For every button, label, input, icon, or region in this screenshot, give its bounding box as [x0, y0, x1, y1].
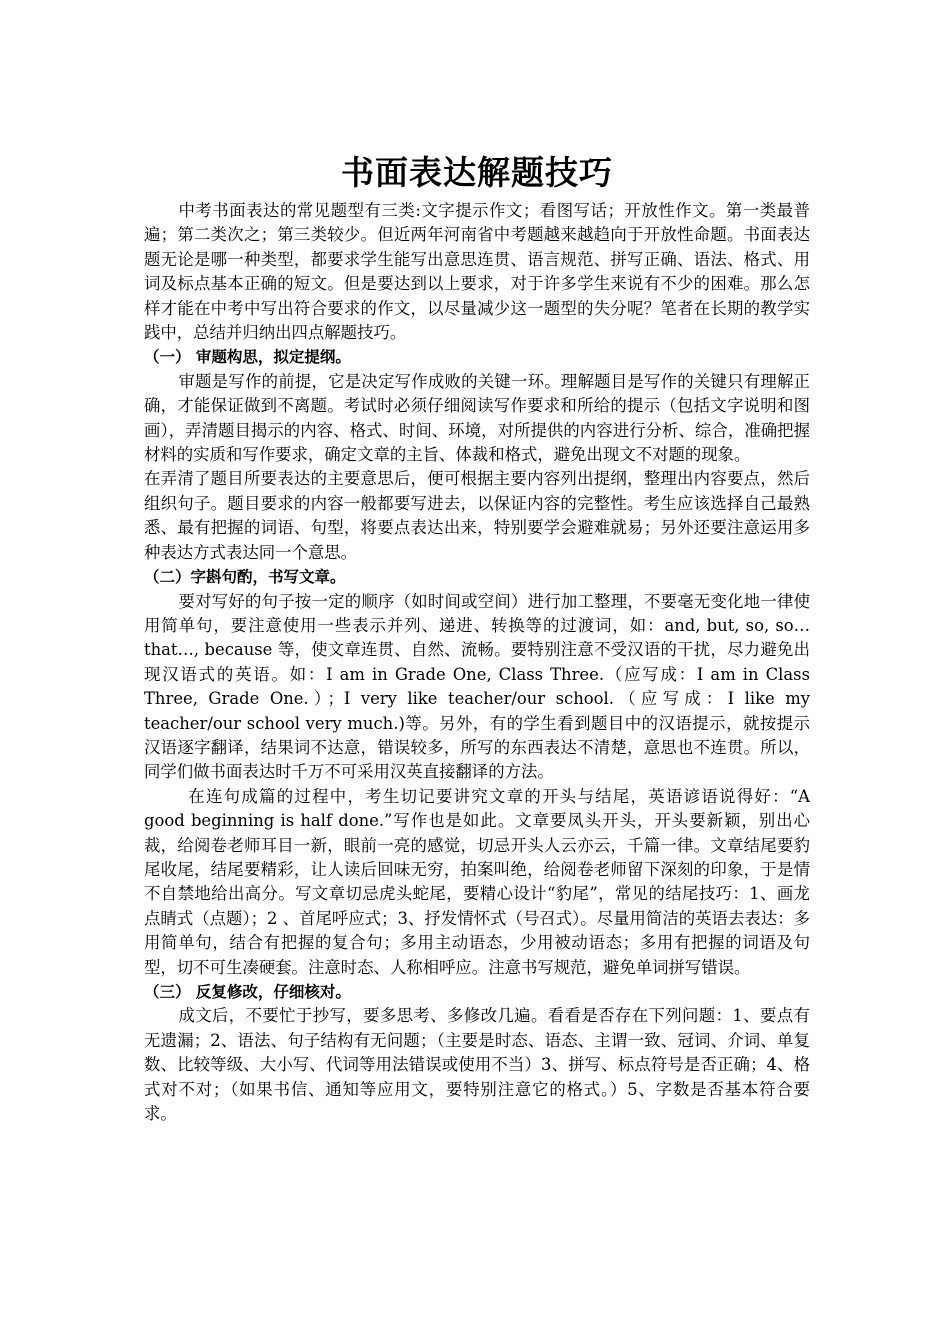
section-3-paragraph-1: 成文后，不要忙于抄写，要多思考、多修改几遍。看看是否存在下列问题：1、要点有无遗漏；2、语法、句子结构有无问题；（主要是时态、语态、主谓一致、冠词、介词、单复数、比较等级、大小写、代词等用法错误或使用不当）3、拼写、标点符号是否正确；4、格式对不对；（如果书信、通知等应用文，要特别注意它的格式。）5、字数是否基本符合要求。 — [144, 1006, 810, 1124]
document-title: 书面表达解题技巧 — [341, 153, 613, 193]
section-heading-1: （一） 审题构思，拟定提纲。 — [144, 348, 351, 367]
section-1-paragraph-2: 在弄清了题目所要表达的主要意思后，便可根据主要内容列出提纲，整理出内容要点，然后组织句子。题目要求的内容一般都要写进去，以保证内容的完整性。考生应该选择自己最熟悉、最有把握的词语、句型，将要点表达出来，特别要学会避难就易；另外还要注意运用多种表达方式表达同一个意思。 — [144, 469, 810, 562]
section-heading-2: （二）字斟句酌，书写文章。 — [144, 568, 346, 587]
section-2-paragraph-2: 在连句成篇的过程中，考生切记要讲究文章的开头与结尾，英语谚语说得好：“A good beginning is half done.”写作也是如此。文章要凤头开头，开头要新颖，别出心裁，给阅卷老师耳目一新，眼前一亮的感觉，切忌开头人云亦云，千篇一律。文章结尾要豹尾收尾，结尾要精彩，让人读后回味无穷，拍案叫绝，给阅卷老师留下深刻的印象，于是情不自禁地给出高分。写文章切忌虎头蛇尾，要精心设计“豹尾”，常见的结尾技巧：1、画龙点睛式（点题）；2 、首尾呼应式；3、抒发情怀式（号召式）。尽量用简洁的英语去表达：多用简单句，结合有把握的复合句；多用主动语态，少用被动语态；多用有把握的词语及句型，切不可生凑硬套。注意时态、人称相呼应。注意书写规范，避免单词拼写错误。 — [144, 786, 810, 977]
section-1-paragraph-1: 审题是写作的前提，它是决定写作成败的关键一环。理解题目是写作的关键只有理解正确，才能保证做到不离题。考试时必须仔细阅读写作要求和所给的提示（包括文字说明和图画），弄清题目揭示的内容、格式、时间、环境，对所提供的内容进行分析、综合，准确把握材料的实质和写作要求，确定文章的主旨、体裁和格式，避免出现文不对题的现象。 — [144, 371, 810, 465]
section-2-paragraph-1: 要对写好的句子按一定的顺序（如时间或空间）进行加工整理，不要毫无变化地一律使用简单句，要注意使用一些表示并列、递进、转换等的过渡词，如：and, but, so, so…that…, because 等，使文章连贯、自然、流畅。要特别注意不受汉语的干扰，尽力避免出现汉语式的英语。如：I am in Grade One, Class Three.（应写成：I am in Class Three, Grade One.）；I very like teacher/our school.（应写成：I like my teacher/our school very much.)等。另外，有的学生看到题目中的汉语提示，就按提示汉语逐字翻译，结果词不达意，错误较多，所写的东西表达不清楚，意思也不连贯。所以，同学们做书面表达时千万不可采用汉英直接翻译的方法。 — [144, 591, 810, 782]
document-body — [144, 199, 810, 1126]
intro-paragraph: 中考书面表达的常见题型有三类:文字提示作文；看图写话；开放性作文。第一类最普遍；第二类次之；第三类较少。但近两年河南省中考题越来越趋向于开放性命题。书面表达题无论是哪一种类型，都要求学生能写出意思连贯、语言规范、拼写正确、语法、格式、用词及标点基本正确的短文。但是要达到以上要求，对于许多学生来说有不少的困难。那么怎样才能在中考中写出符合要求的作文，以尽量减少这一题型的失分呢？笔者在长期的教学实践中，总结并归纳出四点解题技巧。 — [144, 201, 810, 343]
section-heading-3: （三） 反复修改，仔细核对。 — [144, 983, 351, 1001]
